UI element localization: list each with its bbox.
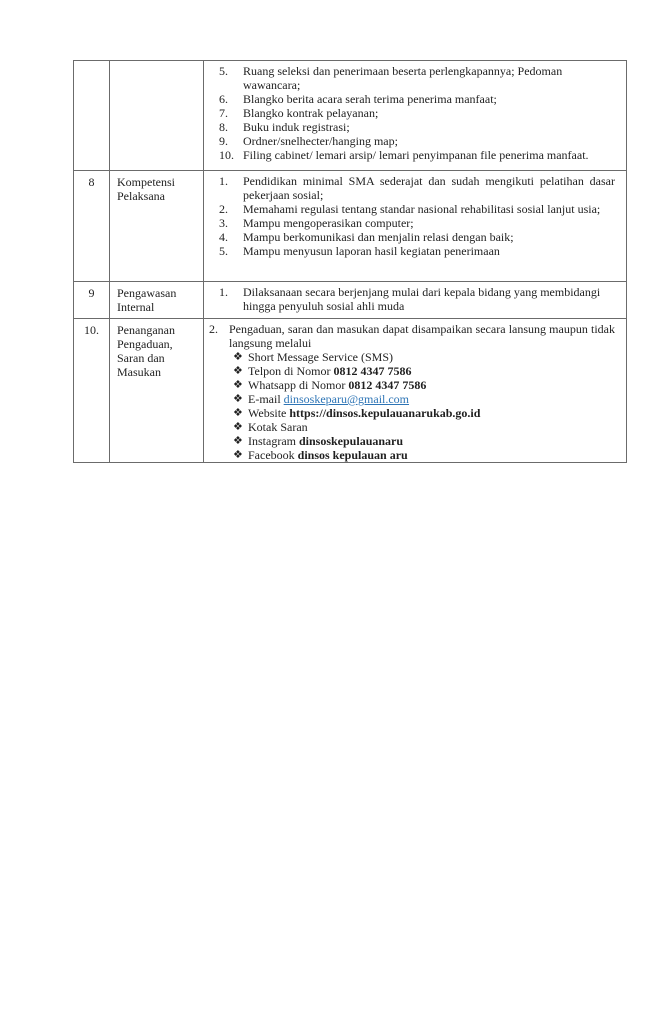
bullet-text <box>248 406 615 420</box>
bullet-text <box>248 364 615 378</box>
list-item <box>219 244 615 258</box>
list-item <box>219 148 615 162</box>
row-number-cell: 10. <box>74 319 110 463</box>
list-item-text: Blangko berita acara serah terima penerima manfaat; <box>243 92 497 106</box>
list-item-text: Pendidikan minimal SMA sederajat dan sudah mengikuti pelatihan dasar pekerjaan sosial; <box>243 174 615 202</box>
list-item <box>219 92 615 106</box>
list-item <box>209 322 615 350</box>
bullet-text-plain: Kotak Saran <box>248 420 308 434</box>
list-item-number: 7. <box>219 106 228 120</box>
list-item <box>219 230 615 244</box>
table-row-penanganan-pengaduan <box>74 319 627 463</box>
list-item-text: Buku induk registrasi; <box>243 120 350 134</box>
row-label-cell: Pengawasan Internal <box>110 282 204 319</box>
table-row-kompetensi-pelaksana <box>74 171 627 282</box>
bullet-text-plain: Short Message Service (SMS) <box>248 350 393 364</box>
bullet-text <box>248 420 615 434</box>
list-item-text: Ruang seleksi dan penerimaan beserta perlengkapannya; Pedoman wawancara; <box>243 64 563 92</box>
list-item-number: 4. <box>219 230 228 244</box>
diamond-bullet-icon: ❖ <box>233 365 243 377</box>
bullet-text-plain: E-mail <box>248 392 284 406</box>
diamond-bullet-icon: ❖ <box>233 421 243 433</box>
diamond-bullet-icon: ❖ <box>233 435 243 447</box>
list-item-text: Mampu menyusun laporan hasil kegiatan penerimaan <box>243 244 500 258</box>
list-item-text: Ordner/snelhecter/hanging map; <box>243 134 398 148</box>
row-label-cell: Kompetensi Pelaksana <box>110 171 204 282</box>
email-link[interactable]: dinsoskeparu@gmail.com <box>283 392 410 406</box>
website-url: https://dinsos.kepulauanarukab.go.id <box>289 406 481 420</box>
row-content-cell <box>204 319 627 463</box>
list-item <box>219 285 615 313</box>
bullet-text-plain: Whatsapp di Nomor <box>248 378 349 392</box>
list-item-number: 5. <box>219 244 228 258</box>
bullet-item-phone <box>233 364 615 378</box>
bullet-item-facebook <box>233 448 615 462</box>
list-item-text: Mampu berkomunikasi dan menjalin relasi dengan baik; <box>243 230 514 244</box>
list-item-text: Dilaksanaan secara berjenjang mulai dari kepala bidang yang membidangi hingga penyuluh sosial ahli muda <box>243 285 601 313</box>
row-number-cell <box>74 61 110 171</box>
facebook-handle: dinsos kepulauan aru <box>297 448 408 462</box>
bullet-item-email <box>233 392 615 406</box>
list-item-text: Memahami regulasi tentang standar nasional rehabilitasi sosial lanjut usia; <box>243 202 601 216</box>
bullet-text <box>248 434 615 448</box>
row-label-cell: Penanganan Pengaduan, Saran dan Masukan <box>110 319 204 463</box>
bullet-item-sms <box>233 350 615 364</box>
list-item-number: 3. <box>219 216 228 230</box>
bullet-text-plain: Website <box>248 406 290 420</box>
numbered-list <box>219 285 615 313</box>
list-item-text: Mampu mengoperasikan computer; <box>243 216 414 230</box>
diamond-bullet-icon: ❖ <box>233 449 243 461</box>
row-number-cell: 8 <box>74 171 110 282</box>
bullet-item-whatsapp <box>233 378 615 392</box>
bullet-text-plain: Telpon di Nomor <box>248 364 334 378</box>
whatsapp-number: 0812 4347 7586 <box>348 378 427 392</box>
bullet-text <box>248 378 615 392</box>
list-item <box>219 202 615 216</box>
list-item-number: 5. <box>219 64 228 78</box>
list-item-number: 2. <box>219 202 228 216</box>
list-item-number: 2. <box>209 322 218 336</box>
list-item-number: 8. <box>219 120 228 134</box>
diamond-bullet-icon: ❖ <box>233 393 243 405</box>
list-item <box>219 134 615 148</box>
list-item-text: Pengaduan, saran dan masukan dapat disampaikan secara lansung maupun tidak langsung melalui <box>229 322 615 350</box>
bullet-text <box>248 448 615 462</box>
numbered-list <box>219 64 615 162</box>
bullet-item-website <box>233 406 615 420</box>
bullet-text <box>248 350 615 364</box>
diamond-bullet-icon: ❖ <box>233 407 243 419</box>
list-item <box>219 216 615 230</box>
bullet-item-kotak-saran <box>233 420 615 434</box>
row-content-cell <box>204 282 627 319</box>
list-item <box>219 64 615 92</box>
bullet-text <box>248 392 615 406</box>
list-item <box>219 120 615 134</box>
list-item-number: 10. <box>219 148 234 162</box>
bullet-text-plain: Facebook <box>248 448 298 462</box>
instagram-handle: dinsoskepulauanaru <box>298 434 404 448</box>
phone-number: 0812 4347 7586 <box>333 364 412 378</box>
list-item <box>219 174 615 202</box>
diamond-bullet-icon: ❖ <box>233 351 243 363</box>
row-content-cell <box>204 61 627 171</box>
list-item-text: Filing cabinet/ lemari arsip/ lemari penyimpanan file penerima manfaat. <box>243 148 589 162</box>
bullet-item-instagram <box>233 434 615 448</box>
row-label-cell <box>110 61 204 171</box>
numbered-list <box>219 174 615 258</box>
service-standard-table <box>73 60 627 463</box>
list-item-number: 9. <box>219 134 228 148</box>
list-item-text: Blangko kontrak pelayanan; <box>243 106 379 120</box>
bullet-text-plain: Instagram <box>248 434 299 448</box>
table-row-facilities-continuation <box>74 61 627 171</box>
table-row-pengawasan-internal <box>74 282 627 319</box>
bullet-list <box>233 350 615 462</box>
list-item <box>219 106 615 120</box>
row-number-cell: 9 <box>74 282 110 319</box>
row-content-cell <box>204 171 627 282</box>
list-item-number: 1. <box>219 285 228 299</box>
diamond-bullet-icon: ❖ <box>233 379 243 391</box>
numbered-list <box>209 322 615 462</box>
list-item-number: 1. <box>219 174 228 188</box>
list-item-number: 6. <box>219 92 228 106</box>
